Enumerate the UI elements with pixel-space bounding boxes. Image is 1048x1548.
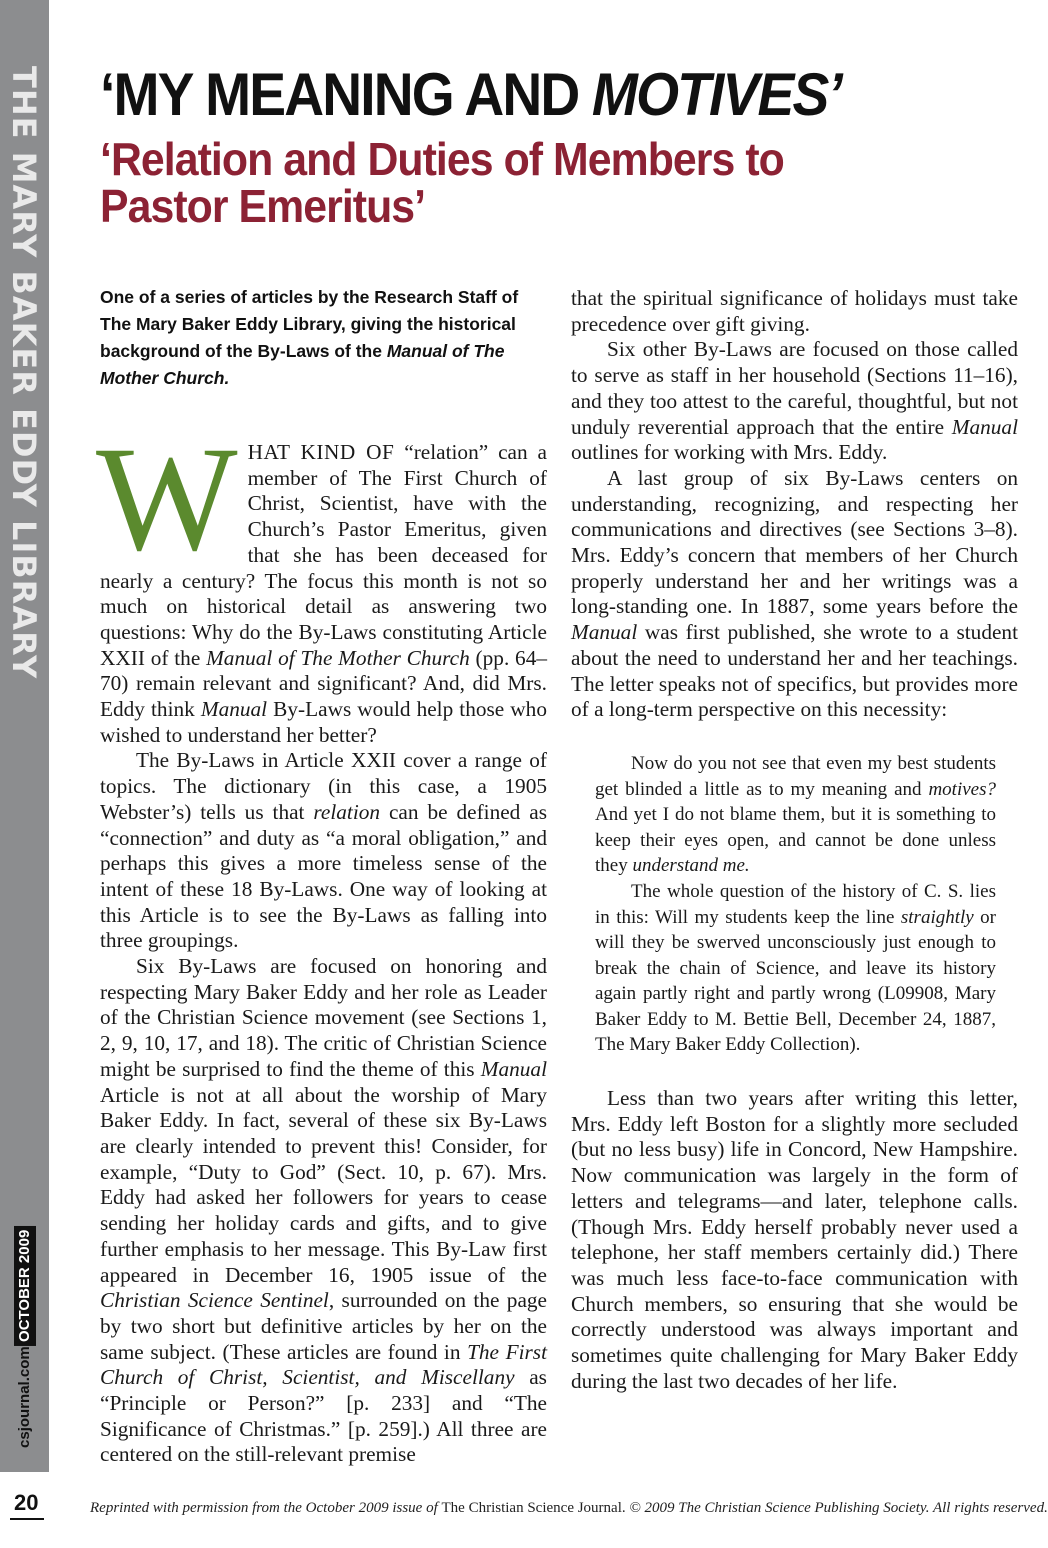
r3-text-a: A last group of six By-Laws centers on understanding, recognizing, and respecting her communications and directives (see Sections 3–8). Mrs. Eddy’s concern that members of her Church properly understand her and her writings was a long-standing one. In 1887, some years before the [571,465,1018,619]
headline [100,62,841,128]
footer-text-c: © 2009 The Christian Science Publishing Society. All rights reserved. [625,1500,1048,1516]
p3-italic-3: The First Church of Christ, Scientist, and Miscellany [100,1339,547,1390]
q1-italic-2: understand me. [632,855,750,877]
issue-date: OCTOBER 2009 [14,1226,36,1346]
p2-text-a: The By-Laws in Article XXII cover a range of topics. The dictionary (in this case, a 1905 Webster’s) tells us that [100,748,547,824]
q1-text-b: And yet I do not blame them, but it is something to keep their eyes open, and cannot be done unless they [595,804,996,877]
p2-italic: relation [313,799,381,824]
p1-italic-2: Manual [200,697,268,722]
paragraph-continued: that the spiritual significance of holidays must take precedence over gift giving. [571,286,1018,336]
sidebar-title: THE MARY BAKER EDDY LIBRARY [5,66,43,680]
p3-text-a: Six By-Laws are focused on honoring and respecting Mary Baker Eddy and her role as Leader of the Christian Science movement (see Sections 1, 2, 9, 10, 17, and 18). The critic of Christian Science might be surprised to find the theme of this [100,954,547,1081]
r3-italic: Manual [571,620,638,645]
paragraph-4 [571,337,1018,466]
p1-text-c: By-Laws would help those who wished to understand her better? [100,697,547,747]
r2-text-a: Six other By-Laws are focused on those called to serve as staff in her household (Sections 11–16), and they too attest to the careful, thoughtful, but not unduly reverential approach that the entire [571,337,1018,439]
drop-cap: W [96,416,238,582]
lead-caps: HAT KIND OF [247,440,395,464]
quote-paragraph-1 [595,751,996,879]
paragraph-1 [96,416,547,748]
p1-italic-1: Manual of The Mother Church [206,645,470,670]
block-quote [595,751,996,1058]
p3-italic-2: Christian Science Sentinel [100,1288,329,1313]
q2-text-a: The whole question of the history of C. S. lies in this: Will my students keep the line [595,880,996,928]
r3-text-b: was first published, she wrote to a student about the need to understand her and her teachings. The letter speaks not of specifics, but provides more of a long-term perspective on this necessity: [571,620,1018,722]
q1-text-a: Now do you not see that even my best students get blinded a little as to my meaning and [595,752,996,800]
q2-text-b: or will they be swerved unconsciously just enough to break the chain of Science, and leave its history again partly right and partly wrong (L09908, Mary Baker Eddy to M. Bettie Bell, December 24, 1887, The Mary Baker Eddy Collection). [595,906,996,1056]
page-number: 20 [14,1490,39,1515]
p3-text-c: , surrounded on the page by two short but definitive articles by her on the same subject. (These articles are found in [100,1288,547,1364]
page-number-rule [10,1518,44,1520]
paragraph-6: Less than two years after writing this letter, Mrs. Eddy left Boston for a slightly more secluded (but no less busy) life in Concord, New Hampshire. Now communication was largely in the form of letters and telegrams—and later, telephone calls. (Though Mrs. Eddy herself probably never used a telephone, her staff members certainly did.) There was much less face-to-face communication with Church members, so ensuring that she would be correctly understood was always important and sometimes quite challenging for Mary Baker Eddy during the last two decades of her life. [571,1086,1018,1393]
footer-journal-name: The Christian Science Journal. [441,1500,626,1516]
intro-text: One of a series of articles by the Research Staff of The Mary Baker Eddy Library, giving the historical background of the By-Laws of the [100,287,519,361]
intro-blurb [100,284,550,392]
p3-text-d: as “Principle or Person?” [p. 233] and “The Significance of Christmas.” [p. 259].) All three are centered on the still-relevant premise [100,1365,547,1467]
right-column [571,286,1018,1395]
intro-italic: Manual of The Mother Church. [100,341,505,388]
sidebar-issue-info [14,1222,36,1454]
r2-italic: Manual [951,414,1018,439]
q2-italic: straightly [900,906,974,928]
p2-text-b: can be defined as “connection” and duty as “a moral obligation,” and perhaps this gives a more timeless sense of the intent of these 18 By-Laws. One way of looking at this Article is to see the By-Laws as falling into three groupings. [100,799,547,953]
reprint-notice [90,1500,1048,1517]
left-column [96,416,547,1468]
r2-text-b: outlines for working with Mrs. Eddy. [571,440,888,465]
p1-text-b: (pp. 64–70) remain relevant and significant? And, did Mrs. Eddy think [100,645,547,722]
quote-paragraph-2 [595,879,996,1058]
p1-text-a: “relation” can a member of The First Church of Christ, Scientist, have with the Church’s Pastor Emeritus, given that she has been deceased for nearly a century? The focus this month is not so much on historical detail as answering two questions: Why do the By-Laws constituting Article XXII of the [100,440,547,670]
site-url: csjournal.com [16,1346,33,1448]
headline-italic: MOTIVES’ [591,61,841,128]
paragraph-5 [571,466,1018,723]
paragraph-3 [100,954,547,1468]
p3-italic-1: Manual [480,1056,547,1081]
footer-text-a: Reprinted with permission from the October 2009 issue of [90,1500,442,1516]
subheadline: ‘Relation and Duties of Members to Pastor Emeritus’ [100,133,784,232]
paragraph-2 [100,748,547,954]
headline-main: ‘MY MEANING AND [100,61,592,128]
p3-text-b: Article is not at all about the worship of Mary Baker Eddy. In fact, several of these six By-Laws are clearly intended to prevent this! Consider, for example, “Duty to God” (Sect. 10, p. 67). Mrs. Eddy had asked her followers for years to cease sending her holiday cards and gifts, and to give further emphasis to her message. This By-Law first appeared in December 16, 1905 issue of the [100,1082,547,1287]
q1-italic-1: motives? [928,778,996,800]
